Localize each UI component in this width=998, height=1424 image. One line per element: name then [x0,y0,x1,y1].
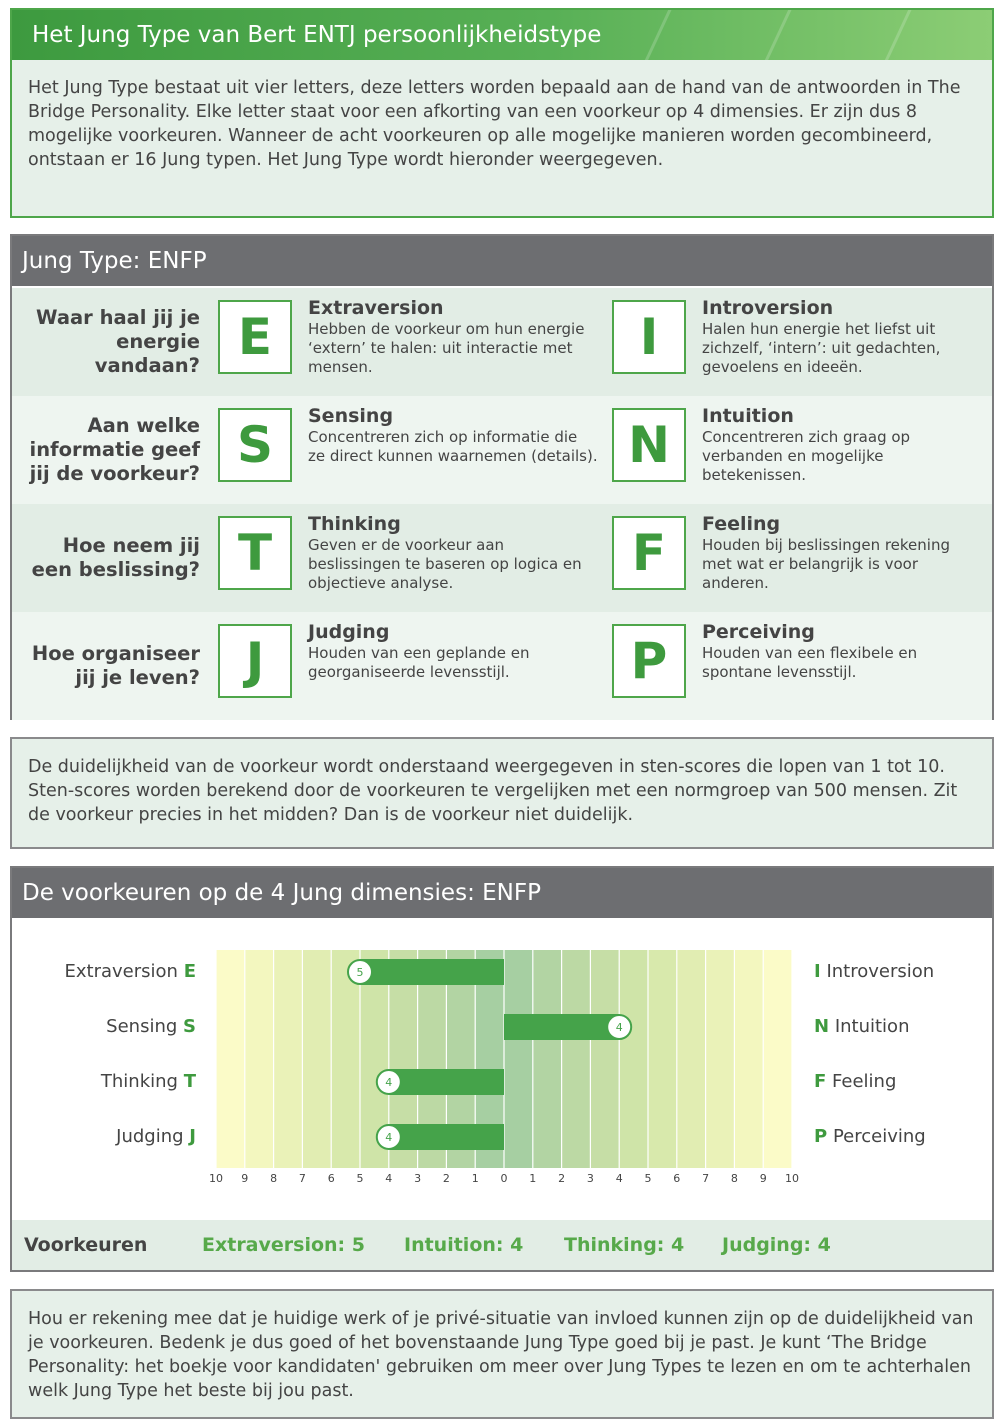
jung-type-panel [10,234,994,720]
preference-letter: E [183,961,196,982]
x-tick-label: 10 [209,1172,223,1185]
preference-name: Intuition [702,405,794,427]
chart-band [763,950,792,1168]
intro-title-bar [12,10,992,60]
chart-band [504,950,533,1168]
preference-name: Judging [308,621,390,643]
x-tick-label: 8 [730,1172,738,1185]
preference-name: Sensing [308,405,394,427]
preference-letter: F [814,1071,827,1092]
jung-dimension-row [12,504,992,612]
decorative-streak [869,10,918,60]
preference-name: Perceiving [832,1126,926,1147]
chart-band [216,950,245,1168]
footer-text: Hou er rekening mee dat je huidige werk of je privé-situatie van invloed kunnen zijn op de duidelijkheid van je voorkeuren. Bedenk je dus goed of het bovenstaande Jung Type goed bij je past. Je kunt ‘The Bridge Personality: het boekje voor kandidaten' gebruiken om meer over Jung Types te lezen en om te achterhalen welk Jung Type het beste bij jou past. [28,1309,974,1401]
x-tick-label: 2 [558,1172,566,1185]
chart-band [677,950,706,1168]
preference-right [702,296,982,377]
x-tick-label: 5 [356,1172,364,1185]
preference-description: Halen hun energie het liefst uit zichzelf, ‘intern’: uit gedachten, gevoelens en ideeën. [702,320,941,376]
jung-dimension-row [12,396,992,504]
preference-name: Thinking [308,513,401,535]
chart-band [302,950,331,1168]
preference-description: Concentreren zich graag op verbanden en mogelijke betekenissen. [702,428,911,484]
footer-panel [10,1289,994,1419]
preference-name: Thinking [100,1071,178,1092]
intro-title: Het Jung Type van Bert ENTJ persoonlijkheidstype [32,22,602,48]
preference-letter-box: J [218,624,292,698]
score-bar [504,1014,619,1040]
score-label: 5 [356,966,364,979]
x-tick-label: 6 [327,1172,335,1185]
preference-left [308,512,598,593]
preference-name: Sensing [106,1016,178,1037]
x-tick-label: 6 [673,1172,681,1185]
chart-band [562,950,591,1168]
preference-letter-box: S [218,408,292,482]
preference-letter: T [183,1071,196,1092]
preference-letter: S [183,1016,196,1037]
chart-band [245,950,274,1168]
preference-name: Extraversion [308,297,444,319]
chart-band [590,950,619,1168]
score-label: 4 [385,1076,393,1089]
dimension-question: Hoe neem jij een beslissing? [31,534,200,581]
preference-left [308,620,598,682]
x-tick-label: 7 [298,1172,306,1185]
preference-left [308,296,598,377]
dimension-question: Aan welke informatie geef jij de voorkeur? [29,414,200,485]
summary-value: Thinking: 4 [564,1234,685,1256]
intro-panel [10,8,994,218]
x-tick-label: 8 [270,1172,278,1185]
jung-type-title: Jung Type: ENFP [12,236,992,286]
x-tick-label: 9 [759,1172,767,1185]
x-tick-label: 1 [529,1172,537,1185]
summary-value: Extraversion: 5 [202,1234,365,1256]
preference-letter: I [814,961,821,982]
preference-letter-box: I [612,300,686,374]
chart-band [734,950,763,1168]
score-bar [389,1124,504,1150]
x-tick-label: 5 [644,1172,652,1185]
preference-letter: P [814,1126,828,1147]
explanation-text: De duidelijkheid van de voorkeur wordt onderstaand weergegeven in sten-scores die lopen van 1 tot 10. Sten-scores worden berekend door de voorkeuren te vergelijken met een normgroep van 500 mensen. Zit de voorkeur precies in het midden? Dan is de voorkeur niet duidelijk. [28,757,958,825]
summary-value: Intuition: 4 [404,1234,524,1256]
preference-left [308,404,598,466]
dimensions-chart-panel [10,866,994,1272]
x-tick-label: 0 [500,1172,508,1185]
x-tick-label: 7 [702,1172,710,1185]
preference-letter-box: N [612,408,686,482]
x-tick-label: 9 [241,1172,249,1185]
chart-band [533,950,562,1168]
chart-band [619,950,648,1168]
preference-letter: N [814,1016,830,1037]
jung-dimension-row [12,288,992,396]
preferences-summary [12,1220,992,1270]
summary-value: Judging: 4 [722,1234,831,1256]
preference-description: Hebben de voorkeur om hun energie ‘extern’ te halen: uit interactie met mensen. [308,320,585,376]
preference-description: Geven er de voorkeur aan beslissingen te baseren op logica en objectieve analyse. [308,536,582,592]
preference-letter-box: E [218,300,292,374]
jung-dimension-row [12,612,992,720]
score-bar [360,959,504,985]
chart-band [706,950,735,1168]
preference-name: Introversion [826,961,935,982]
preference-name: Extraversion [64,961,178,982]
intro-text: Het Jung Type bestaat uit vier letters, deze letters worden bepaald aan de hand van de antwoorden in The Bridge Personality. Elke letter staat voor een afkorting van een voorkeur op 4 dimensies. Er zijn dus 8 mogelijke voorkeuren. Wanneer de acht voorkeuren op alle mogelijke manieren worden gecombineerd, ontstaan er 16 Jung typen. Het Jung Type wordt hieronder weergegeven. [28,78,961,170]
preference-letter-box: P [612,624,686,698]
dimension-question: Hoe organiseer jij je leven? [31,642,200,689]
sten-score-chart [12,920,992,1220]
x-tick-label: 10 [785,1172,799,1185]
score-label: 4 [615,1021,623,1034]
x-tick-label: 2 [442,1172,450,1185]
x-tick-label: 4 [385,1172,393,1185]
preferences-summary-label: Voorkeuren [24,1234,148,1256]
dimension-question: Waar haal jij je energie vandaan? [36,306,200,377]
preference-name: Judging [116,1126,184,1147]
score-bar [389,1069,504,1095]
preference-description: Houden van een flexibele en spontane levensstijl. [702,644,918,681]
preference-right [702,512,982,593]
x-tick-label: 3 [414,1172,422,1185]
preference-name: Feeling [702,513,781,535]
score-label: 4 [385,1131,393,1144]
decorative-streak [629,10,678,60]
preference-name: Perceiving [702,621,815,643]
preference-letter-box: F [612,516,686,590]
chart-band [274,950,303,1168]
preference-name: Introversion [702,297,834,319]
x-tick-label: 1 [471,1172,479,1185]
preference-description: Concentreren zich op informatie die ze direct kunnen waarnemen (details). [308,428,598,465]
decorative-streak [749,10,798,60]
preference-description: Houden van een geplande en georganiseerde levensstijl. [308,644,530,681]
chart-title: De voorkeuren op de 4 Jung dimensies: ENFP [12,868,992,918]
chart-band [648,950,677,1168]
preference-letter: J [189,1126,196,1147]
preference-right [702,404,982,485]
preference-right [702,620,982,682]
preference-letter-box: T [218,516,292,590]
preference-description: Houden bij beslissingen rekening met wat er belangrijk is voor anderen. [702,536,950,592]
explanation-panel [10,737,994,849]
preference-name: Intuition [834,1016,910,1037]
x-tick-label: 4 [615,1172,623,1185]
preference-name: Feeling [832,1071,897,1092]
x-tick-label: 3 [586,1172,594,1185]
